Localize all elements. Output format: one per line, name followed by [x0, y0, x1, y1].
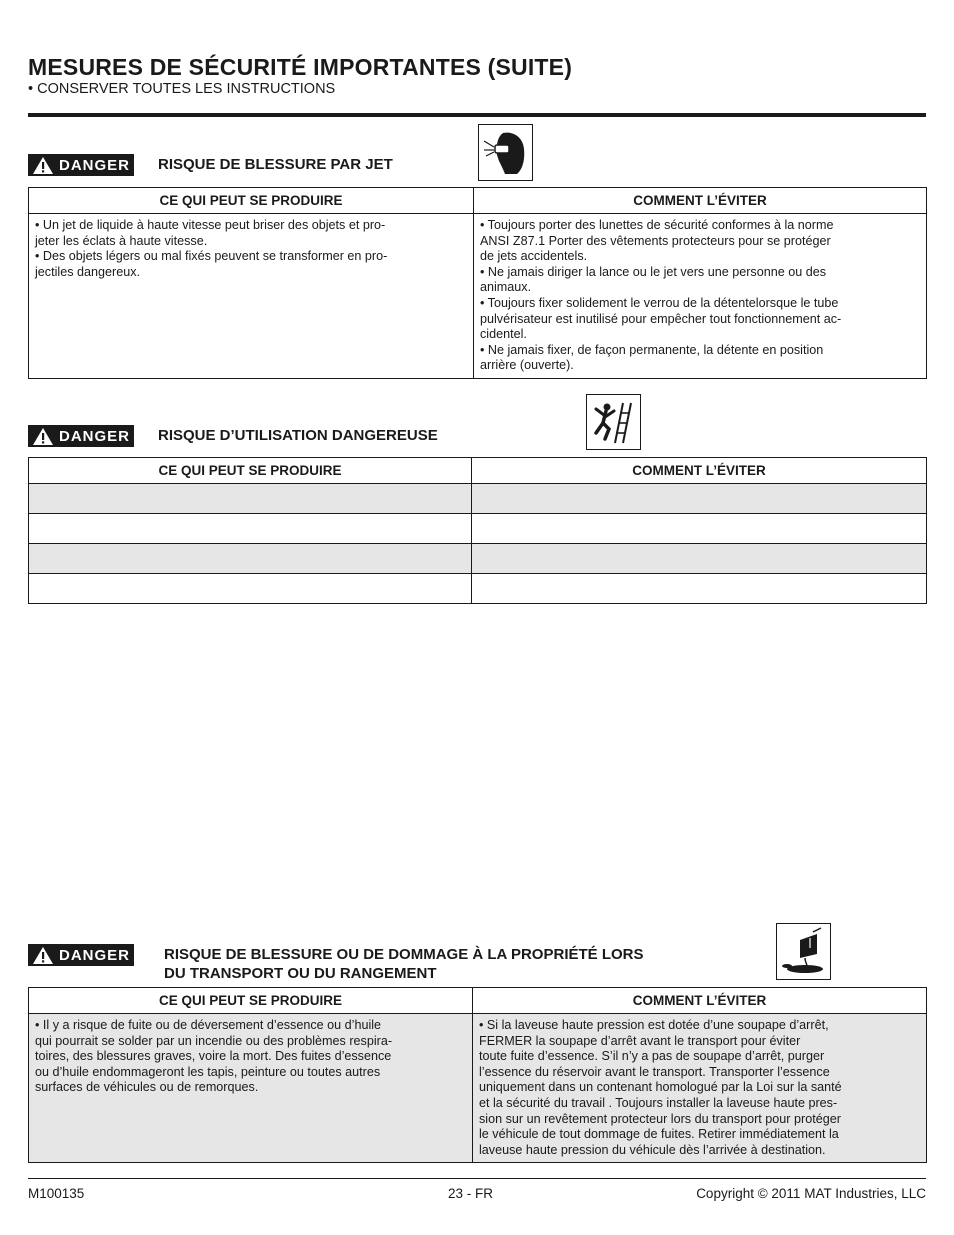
text-line: toute fuite d’essence. S’il n’y a pas de soupape d’arrêt, purger	[479, 1049, 825, 1064]
text-line: animaux.	[480, 280, 532, 295]
danger-badge-label: DANGER	[59, 946, 131, 964]
copyright-notice: Copyright © 2011 MAT Industries, LLC	[696, 1186, 926, 1201]
text-line: jectiles dangereux.	[35, 264, 141, 279]
text-line: FERMER la soupape d’arrêt avant le transport pour éviter	[479, 1033, 801, 1048]
section-title-line: RISQUE DE BLESSURE OU DE DOMMAGE À LA PROPRIÉTÉ LORS	[164, 946, 644, 963]
danger-badge	[28, 425, 134, 447]
danger-badge	[28, 154, 134, 176]
empty-cell	[29, 484, 472, 514]
empty-cell	[29, 514, 472, 544]
hazard-table-jet	[28, 187, 927, 379]
hazard-table-operation	[28, 457, 927, 604]
text-line: cidentel.	[480, 327, 527, 342]
what-can-happen-cell	[29, 1014, 473, 1163]
section-title	[164, 945, 644, 983]
empty-cell	[29, 574, 472, 604]
text-line: l’essence du réservoir avant le transport. Transporter l’essence	[479, 1064, 830, 1079]
column-header-what-can-happen: CE QUI PEUT SE PRODUIRE	[29, 458, 472, 484]
text-line: de jets accidentels.	[480, 249, 588, 264]
text-line: laveuse haute pression du véhicule dès l’arrivée à destination.	[479, 1142, 826, 1157]
page-subtitle: • CONSERVER TOUTES LES INSTRUCTIONS	[28, 81, 336, 97]
text-line: • Il y a risque de fuite ou de déversement d’essence ou d’huile	[35, 1018, 382, 1032]
column-header-what-can-happen: CE QUI PEUT SE PRODUIRE	[29, 188, 474, 214]
text-line: • Ne jamais diriger la lance ou le jet vers une personne ou des	[480, 264, 827, 279]
document-number: M100135	[28, 1186, 85, 1201]
text-line: • Si la laveuse haute pression est dotée d’une soupape d’arrêt,	[479, 1018, 829, 1032]
empty-cell	[29, 544, 472, 574]
empty-cell	[472, 574, 927, 604]
warning-triangle-icon	[32, 156, 54, 175]
warning-triangle-icon	[32, 427, 54, 446]
fuel-leak-icon	[776, 923, 831, 980]
warning-triangle-icon	[32, 946, 54, 965]
header-divider	[28, 113, 926, 117]
text-line: ou d’huile endommageront les tapis, peinture ou toutes autres	[35, 1064, 381, 1079]
danger-badge	[28, 944, 134, 966]
empty-cell	[472, 544, 927, 574]
what-can-happen-cell	[29, 214, 474, 379]
text-line: pulvérisateur est inutilisé pour empêcher tout fonctionnement ac-	[480, 311, 842, 326]
safety-goggles-icon	[478, 124, 533, 181]
text-line: • Toujours fixer solidement le verrou de la détentelorsque le tube	[480, 295, 839, 310]
fall-from-ladder-icon	[586, 394, 641, 450]
text-line: sion sur un revêtement protecteur lors du transport pour protéger	[479, 1111, 841, 1126]
hazard-table-transport	[28, 987, 927, 1163]
text-line: arrière (ouverte).	[480, 358, 574, 373]
column-header-how-to-avoid: COMMENT L’ÉVITER	[473, 988, 927, 1014]
text-line: jeter les éclats à haute vitesse.	[35, 233, 208, 248]
page-title: MESURES DE SÉCURITÉ IMPORTANTES (SUITE)	[28, 54, 573, 80]
text-line: qui pourrait se solder par un incendie ou des problèmes respira-	[35, 1033, 393, 1048]
section-title: RISQUE DE BLESSURE PAR JET	[158, 156, 393, 173]
text-line: uniquement dans un contenant homologué par la Loi sur la santé	[479, 1080, 842, 1095]
text-line: toires, des blessures graves, voire la mort. Des fuites d’essence	[35, 1049, 392, 1064]
text-line: le véhicule de tout dommage de fuites. Retirer immédiatement la	[479, 1127, 839, 1142]
footer-divider	[28, 1178, 926, 1179]
section-title-line: DU TRANSPORT OU DU RANGEMENT	[164, 965, 437, 982]
danger-badge-label: DANGER	[59, 156, 131, 174]
text-line: • Un jet de liquide à haute vitesse peut briser des objets et pro-	[35, 218, 386, 232]
text-line: • Des objets légers ou mal fixés peuvent se transformer en pro-	[35, 249, 388, 264]
text-line: • Ne jamais fixer, de façon permanente, la détente en position	[480, 342, 824, 357]
text-line: • Toujours porter des lunettes de sécurité conformes à la norme	[480, 218, 834, 232]
danger-badge-label: DANGER	[59, 427, 131, 445]
text-line: et la sécurité du travail . Toujours installer la laveuse haute pres-	[479, 1095, 838, 1110]
empty-cell	[472, 514, 927, 544]
column-header-what-can-happen: CE QUI PEUT SE PRODUIRE	[29, 988, 473, 1014]
text-line: ANSI Z87.1 Porter des vêtements protecteurs pour se protéger	[480, 233, 831, 248]
empty-cell	[472, 484, 927, 514]
page-number: 23 - FR	[448, 1186, 494, 1201]
column-header-how-to-avoid: COMMENT L’ÉVITER	[472, 458, 927, 484]
text-line: surfaces de véhicules ou de remorques.	[35, 1080, 259, 1095]
section-title: RISQUE D’UTILISATION DANGEREUSE	[158, 427, 438, 444]
how-to-avoid-cell	[474, 214, 927, 379]
column-header-how-to-avoid: COMMENT L’ÉVITER	[474, 188, 927, 214]
how-to-avoid-cell	[473, 1014, 927, 1163]
